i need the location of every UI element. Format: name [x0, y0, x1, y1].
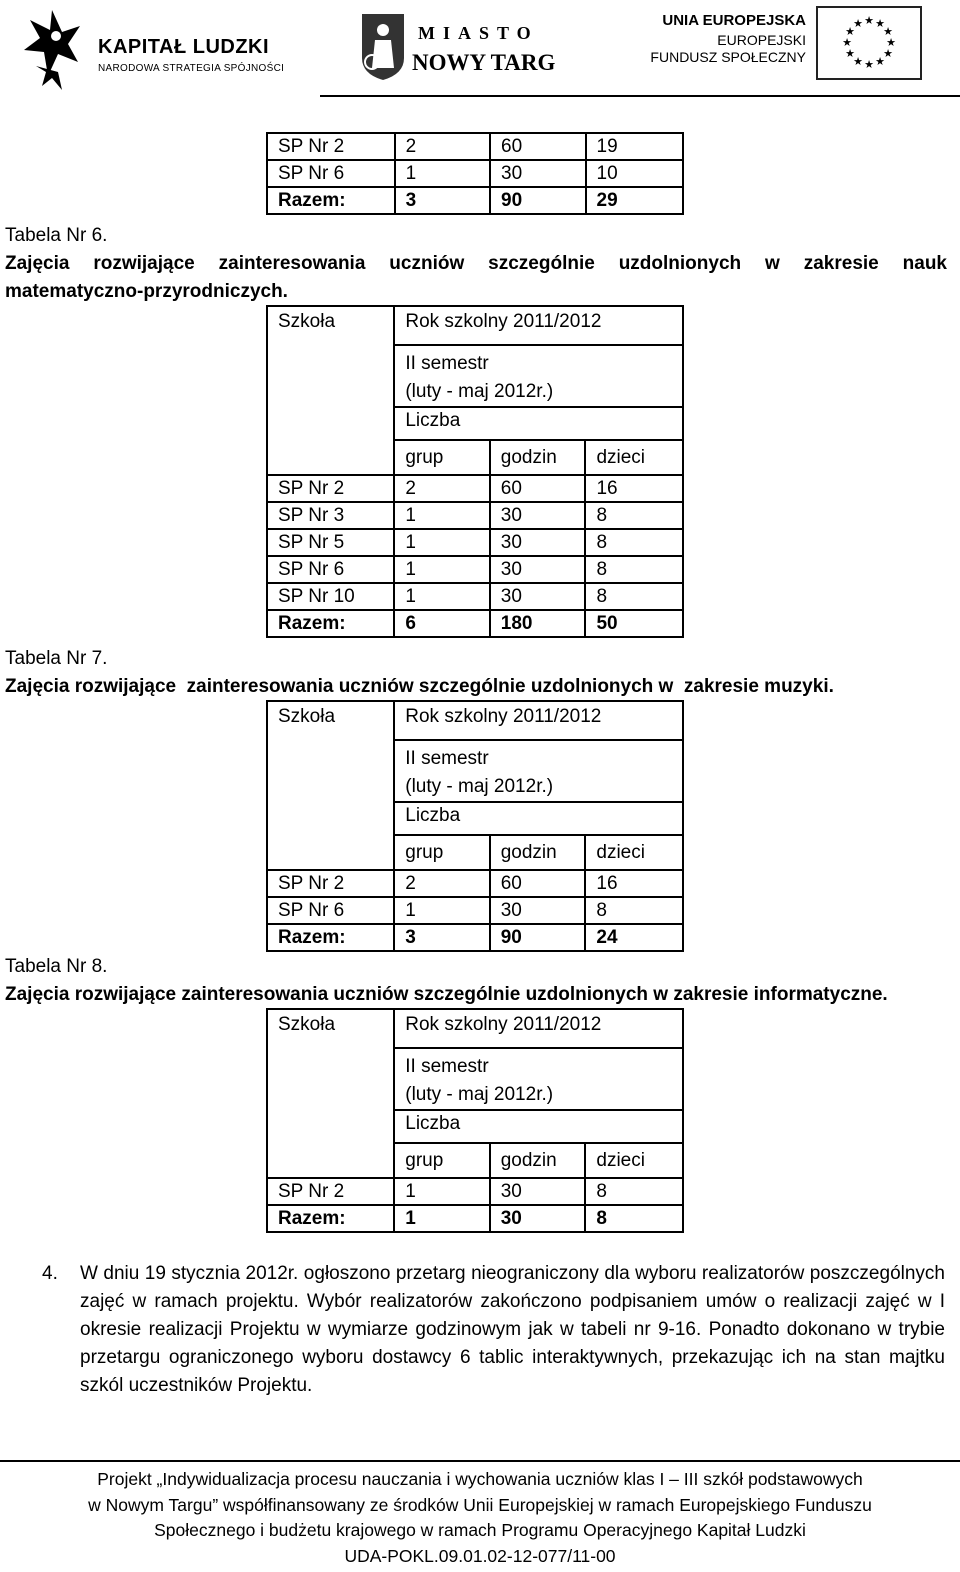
header-row-year: [267, 1009, 683, 1048]
cell-grup: 1: [394, 502, 489, 529]
semestr-line1: II semestr: [405, 748, 489, 769]
header-grup: grup: [394, 835, 489, 870]
svg-text:★: ★: [875, 55, 885, 68]
cell-godzin: 90: [490, 187, 585, 214]
cell-grup: 1: [394, 556, 489, 583]
header-grup: grup: [394, 1143, 489, 1178]
table-row: [267, 870, 683, 897]
table-row: [267, 502, 683, 529]
cell-godzin: 60: [490, 475, 586, 502]
table-row: [267, 529, 683, 556]
cell-grup: 6: [394, 610, 489, 637]
svg-text:★: ★: [864, 58, 874, 71]
coat-of-arms-icon: [360, 12, 406, 82]
table7: [266, 700, 684, 952]
table-row: [267, 160, 683, 187]
cell-dzieci: 8: [585, 583, 683, 610]
table8: [266, 1008, 684, 1233]
svg-text:★: ★: [883, 25, 893, 38]
cell-dzieci: 16: [585, 475, 683, 502]
cell-grup: 2: [394, 870, 489, 897]
svg-text:★: ★: [845, 25, 855, 38]
cell-grup: 1: [394, 1178, 489, 1205]
cell-dzieci: 8: [585, 529, 683, 556]
header-liczba: Liczba: [394, 802, 683, 835]
cell-godzin: 30: [490, 1178, 586, 1205]
header-godzin: godzin: [490, 835, 586, 870]
cell-dzieci: 24: [585, 924, 683, 951]
cell-godzin: 30: [490, 502, 586, 529]
cell-dzieci: 29: [586, 187, 684, 214]
table8-caption: Tabela Nr 8.: [5, 956, 108, 977]
cell-total-label: Razem:: [267, 924, 394, 951]
ue-line3: FUNDUSZ SPOŁECZNY: [650, 49, 806, 65]
total-row: [267, 1205, 683, 1232]
table-continued: [266, 132, 684, 215]
cell-grup: 2: [394, 475, 489, 502]
table-row: [267, 1178, 683, 1205]
header-dzieci: dzieci: [585, 835, 683, 870]
cell-godzin: 30: [490, 583, 586, 610]
cell-godzin: 60: [490, 133, 585, 160]
header-godzin: godzin: [490, 440, 586, 475]
cell-godzin: 180: [490, 610, 586, 637]
table6-title-line1: Zajęcia rozwijające zainteresowania uczniów szczególnie uzdolnionych w zakresie nauk: [5, 253, 947, 274]
cell-dzieci: 8: [585, 1205, 683, 1232]
table6: [266, 305, 684, 638]
table6-caption: Tabela Nr 6.: [5, 225, 108, 246]
cell-dzieci: 8: [585, 502, 683, 529]
star-logo-icon: [22, 6, 82, 92]
cell-godzin: 60: [490, 870, 586, 897]
header-row-year: [267, 306, 683, 345]
semestr-line2: (luty - maj 2012r.): [405, 776, 554, 797]
header-semestr: [394, 345, 683, 407]
table-row: [267, 583, 683, 610]
table-row: [267, 475, 683, 502]
svg-text:★: ★: [842, 36, 852, 49]
cell-godzin: 30: [490, 556, 586, 583]
total-row: [267, 924, 683, 951]
svg-text:★: ★: [845, 47, 855, 60]
footer-line3: Społecznego i budżetu krajowego w ramach Programu Operacyjnego Kapitał Ludzki: [154, 1520, 806, 1540]
header-godzin: godzin: [490, 1143, 586, 1178]
total-row: [267, 187, 683, 214]
cell-dzieci: 8: [585, 1178, 683, 1205]
cell-godzin: 30: [490, 897, 586, 924]
eu-logo: [640, 4, 930, 84]
paragraph-number: 4.: [42, 1263, 58, 1284]
miasto-nowy-targ-logo: [360, 10, 560, 90]
cell-school: SP Nr 6: [267, 160, 395, 187]
cell-grup: 3: [395, 187, 490, 214]
svg-text:★: ★: [853, 17, 863, 30]
footer-rule: [0, 1460, 960, 1462]
header-dzieci: dzieci: [585, 440, 683, 475]
kapital-ludzki-logo: [22, 6, 302, 94]
cell-school: SP Nr 2: [267, 1178, 394, 1205]
cell-dzieci: 8: [585, 556, 683, 583]
cell-grup: 3: [394, 924, 489, 951]
ue-line1: UNIA EUROPEJSKA: [662, 12, 806, 29]
total-row: [267, 610, 683, 637]
table-row: [267, 897, 683, 924]
cell-dzieci: 19: [586, 133, 684, 160]
header-row-year: [267, 701, 683, 740]
header-rule: [320, 95, 960, 97]
semestr-line1: II semestr: [405, 353, 489, 374]
header-rok: Rok szkolny 2011/2012: [394, 701, 683, 740]
cell-school: SP Nr 2: [267, 475, 394, 502]
header-szkola: Szkoła: [267, 306, 394, 475]
cell-grup: 1: [394, 897, 489, 924]
cell-godzin: 30: [490, 529, 586, 556]
svg-text:★: ★: [864, 14, 874, 27]
cell-school: SP Nr 2: [267, 870, 394, 897]
cell-school: SP Nr 6: [267, 897, 394, 924]
header-rok: Rok szkolny 2011/2012: [394, 1009, 683, 1048]
paragraph-text: W dniu 19 stycznia 2012r. ogłoszono przetarg nieograniczony dla wyboru realizatorów poszczególnych zajęć w ramach projektu. Wybór realizatorów zakończono podpisaniem umów o realizacji zajęć w I okresie realizacji Projektu w wymiarze godzinowym jak w tabeli nr 9-16. Ponadto dokonano w trybie przetargu ograniczonego wyboru dostawcy 6 tablic interaktywnych, przekazując ich na stan majtku szkól uczestników Projektu.: [80, 1263, 945, 1396]
header-grup: grup: [394, 440, 489, 475]
table-row: [267, 556, 683, 583]
cell-dzieci: 10: [586, 160, 684, 187]
header-semestr: [394, 1048, 683, 1110]
cell-dzieci: 16: [585, 870, 683, 897]
cell-total-label: Razem:: [267, 1205, 394, 1232]
cell-total-label: Razem:: [267, 187, 395, 214]
semestr-line2: (luty - maj 2012r.): [405, 1084, 554, 1105]
footer: [0, 1467, 960, 1569]
semestr-line1: II semestr: [405, 1056, 489, 1077]
ue-line2: EUROPEJSKI: [717, 32, 806, 48]
footer-line1: Projekt „Indywidualizacja procesu nauczania i wychowania uczniów klas I – III szkół podstawowych: [97, 1469, 863, 1489]
cell-grup: 2: [395, 133, 490, 160]
kapital-ludzki-title: KAPITAŁ LUDZKI: [98, 36, 270, 58]
cell-grup: 1: [395, 160, 490, 187]
header-liczba: Liczba: [394, 407, 683, 440]
footer-line2: w Nowym Targu” współfinansowany ze środków Unii Europejskiej w ramach Europejskiego Funduszu: [88, 1494, 872, 1515]
cell-dzieci: 50: [585, 610, 683, 637]
cell-godzin: 90: [490, 924, 586, 951]
eu-flag-icon: [816, 6, 922, 80]
cell-grup: 1: [394, 1205, 489, 1232]
table7-title: Zajęcia rozwijające zainteresowania uczniów szczególnie uzdolnionych w zakresie muzyki.: [5, 676, 834, 697]
cell-school: SP Nr 3: [267, 502, 394, 529]
svg-text:★: ★: [853, 55, 863, 68]
footer-line4: UDA-POKL.09.01.02-12-077/11-00: [344, 1545, 616, 1566]
cell-total-label: Razem:: [267, 610, 394, 637]
cell-grup: 1: [394, 529, 489, 556]
table7-caption: Tabela Nr 7.: [5, 648, 108, 669]
header-liczba: Liczba: [394, 1110, 683, 1143]
cell-godzin: 30: [490, 160, 585, 187]
miasto-label: MIASTO: [418, 23, 539, 43]
header-szkola: Szkoła: [267, 1009, 394, 1178]
table-row: [267, 133, 683, 160]
header-semestr: [394, 740, 683, 802]
svg-text:★: ★: [875, 17, 885, 30]
header-dzieci: dzieci: [585, 1143, 683, 1178]
header-rok: Rok szkolny 2011/2012: [394, 306, 683, 345]
header-szkola: Szkoła: [267, 701, 394, 870]
cell-godzin: 30: [490, 1205, 586, 1232]
cell-school: SP Nr 6: [267, 556, 394, 583]
cell-school: SP Nr 5: [267, 529, 394, 556]
cell-grup: 1: [394, 583, 489, 610]
cell-school: SP Nr 2: [267, 133, 395, 160]
cell-dzieci: 8: [585, 897, 683, 924]
semestr-line2: (luty - maj 2012r.): [405, 381, 554, 402]
nowy-targ-label: NOWY TARG: [412, 50, 556, 75]
svg-text:★: ★: [886, 36, 896, 49]
kapital-ludzki-subtitle: NARODOWA STRATEGIA SPÓJNOŚCI: [98, 63, 285, 74]
cell-school: SP Nr 10: [267, 583, 394, 610]
svg-text:★: ★: [883, 47, 893, 60]
table8-title: Zajęcia rozwijające zainteresowania uczniów szczególnie uzdolnionych w zakresie informatyczne.: [5, 984, 888, 1005]
table6-title-line2: matematyczno-przyrodniczych.: [5, 281, 288, 302]
